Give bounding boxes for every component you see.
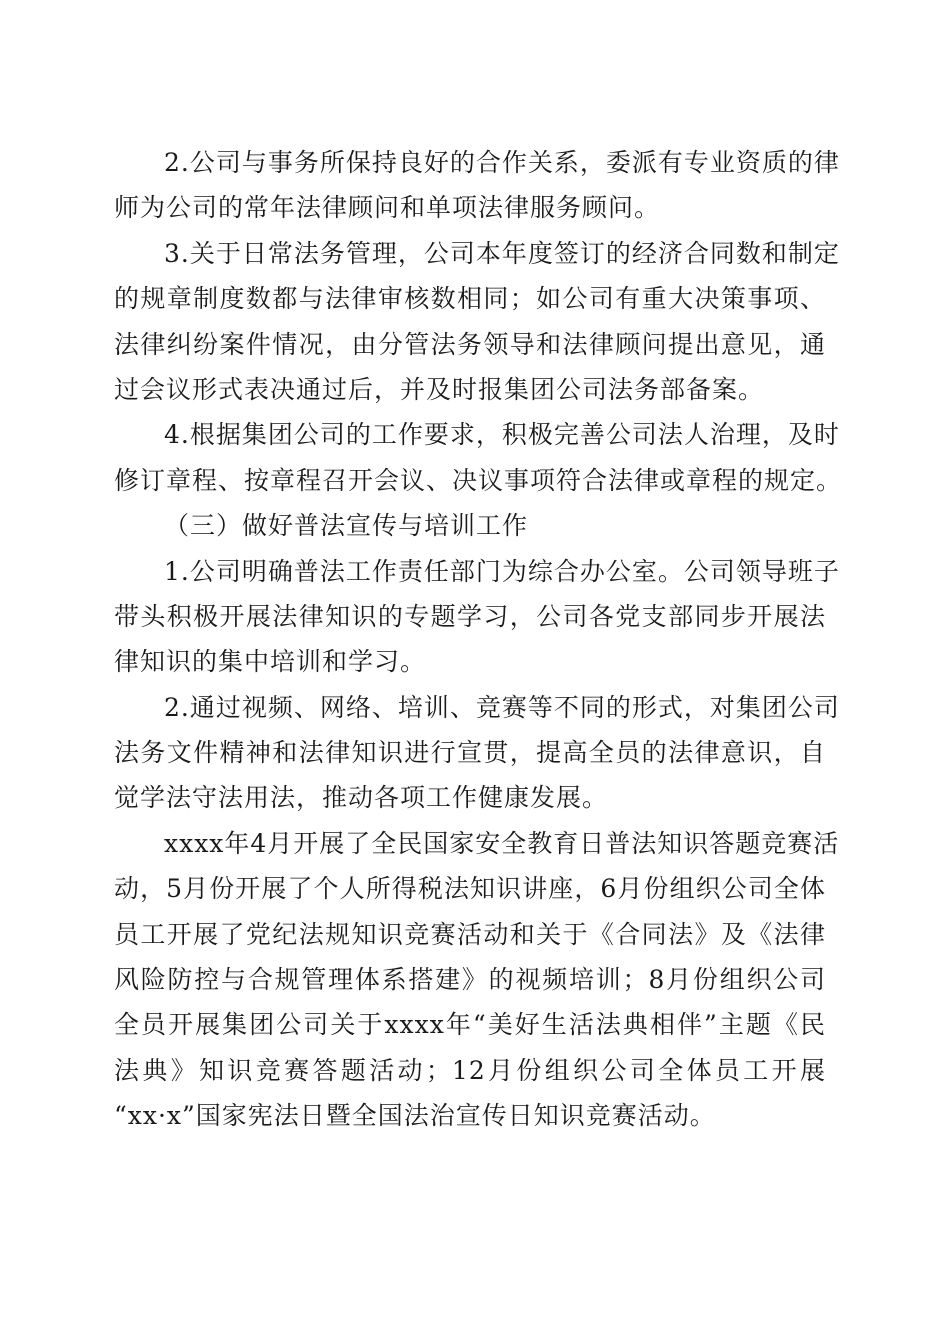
section-heading: （三）做好普法宣传与培训工作 — [164, 511, 529, 541]
paragraph-line: 风险防控与合规管理体系搭建》的视频培训；8月份组织公司 — [114, 965, 826, 995]
paragraph-line: 全员开展集团公司关于xxxx年“美好生活法典相伴”主题《民 — [114, 1010, 826, 1040]
paragraph-line: 动，5月份开展了个人所得税法知识讲座，6月份组织公司全体 — [114, 874, 826, 904]
paragraph-line: 的规章制度数都与法律审核数相同；如公司有重大决策事项、 — [114, 284, 826, 314]
paragraph-line: 4.根据集团公司的工作要求，积极完善公司法人治理，及时 — [164, 420, 840, 450]
paragraph-line: 2.通过视频、网络、培训、竞赛等不同的形式，对集团公司 — [164, 692, 840, 722]
paragraph-line: 法典》知识竞赛答题活动；12月份组织公司全体员工开展 — [114, 1055, 826, 1085]
paragraph-line: 过会议形式表决通过后，并及时报集团公司法务部备案。 — [114, 374, 765, 404]
paragraph-line: 觉学法守法用法，推动各项工作健康发展。 — [114, 783, 609, 813]
paragraph-line: 修订章程、按章程召开会议、决议事项符合法律或章程的规定。 — [114, 465, 843, 495]
document-body — [114, 140, 843, 1139]
paragraph-line: 带头积极开展法律知识的专题学习，公司各党支部同步开展法 — [114, 601, 826, 631]
paragraph-line: xxxx年4月开展了全民国家安全教育日普法知识答题竞赛活 — [164, 828, 840, 858]
paragraph-line: 3.关于日常法务管理，公司本年度签订的经济合同数和制定 — [164, 238, 840, 268]
paragraph-line: 法律纠纷案件情况，由分管法务领导和法律顾问提出意见，通 — [114, 329, 826, 359]
paragraph-line: “xx·x”国家宪法日暨全国法治宣传日知识竞赛活动。 — [114, 1101, 716, 1131]
paragraph-line: 法务文件精神和法律知识进行宣贯，提高全员的法律意识，自 — [114, 738, 826, 768]
paragraph-line: 2.公司与事务所保持良好的合作关系，委派有专业资质的律 — [164, 148, 840, 177]
paragraph-line: 1.公司明确普法工作责任部门为综合办公室。公司领导班子 — [164, 556, 840, 586]
paragraph-line: 师为公司的常年法律顾问和单项法律服务顾问。 — [114, 193, 661, 223]
paragraph-line: 律知识的集中培训和学习。 — [114, 647, 427, 677]
paragraph-line: 员工开展了党纪法规知识竞赛活动和关于《合同法》及《法律 — [114, 919, 826, 949]
